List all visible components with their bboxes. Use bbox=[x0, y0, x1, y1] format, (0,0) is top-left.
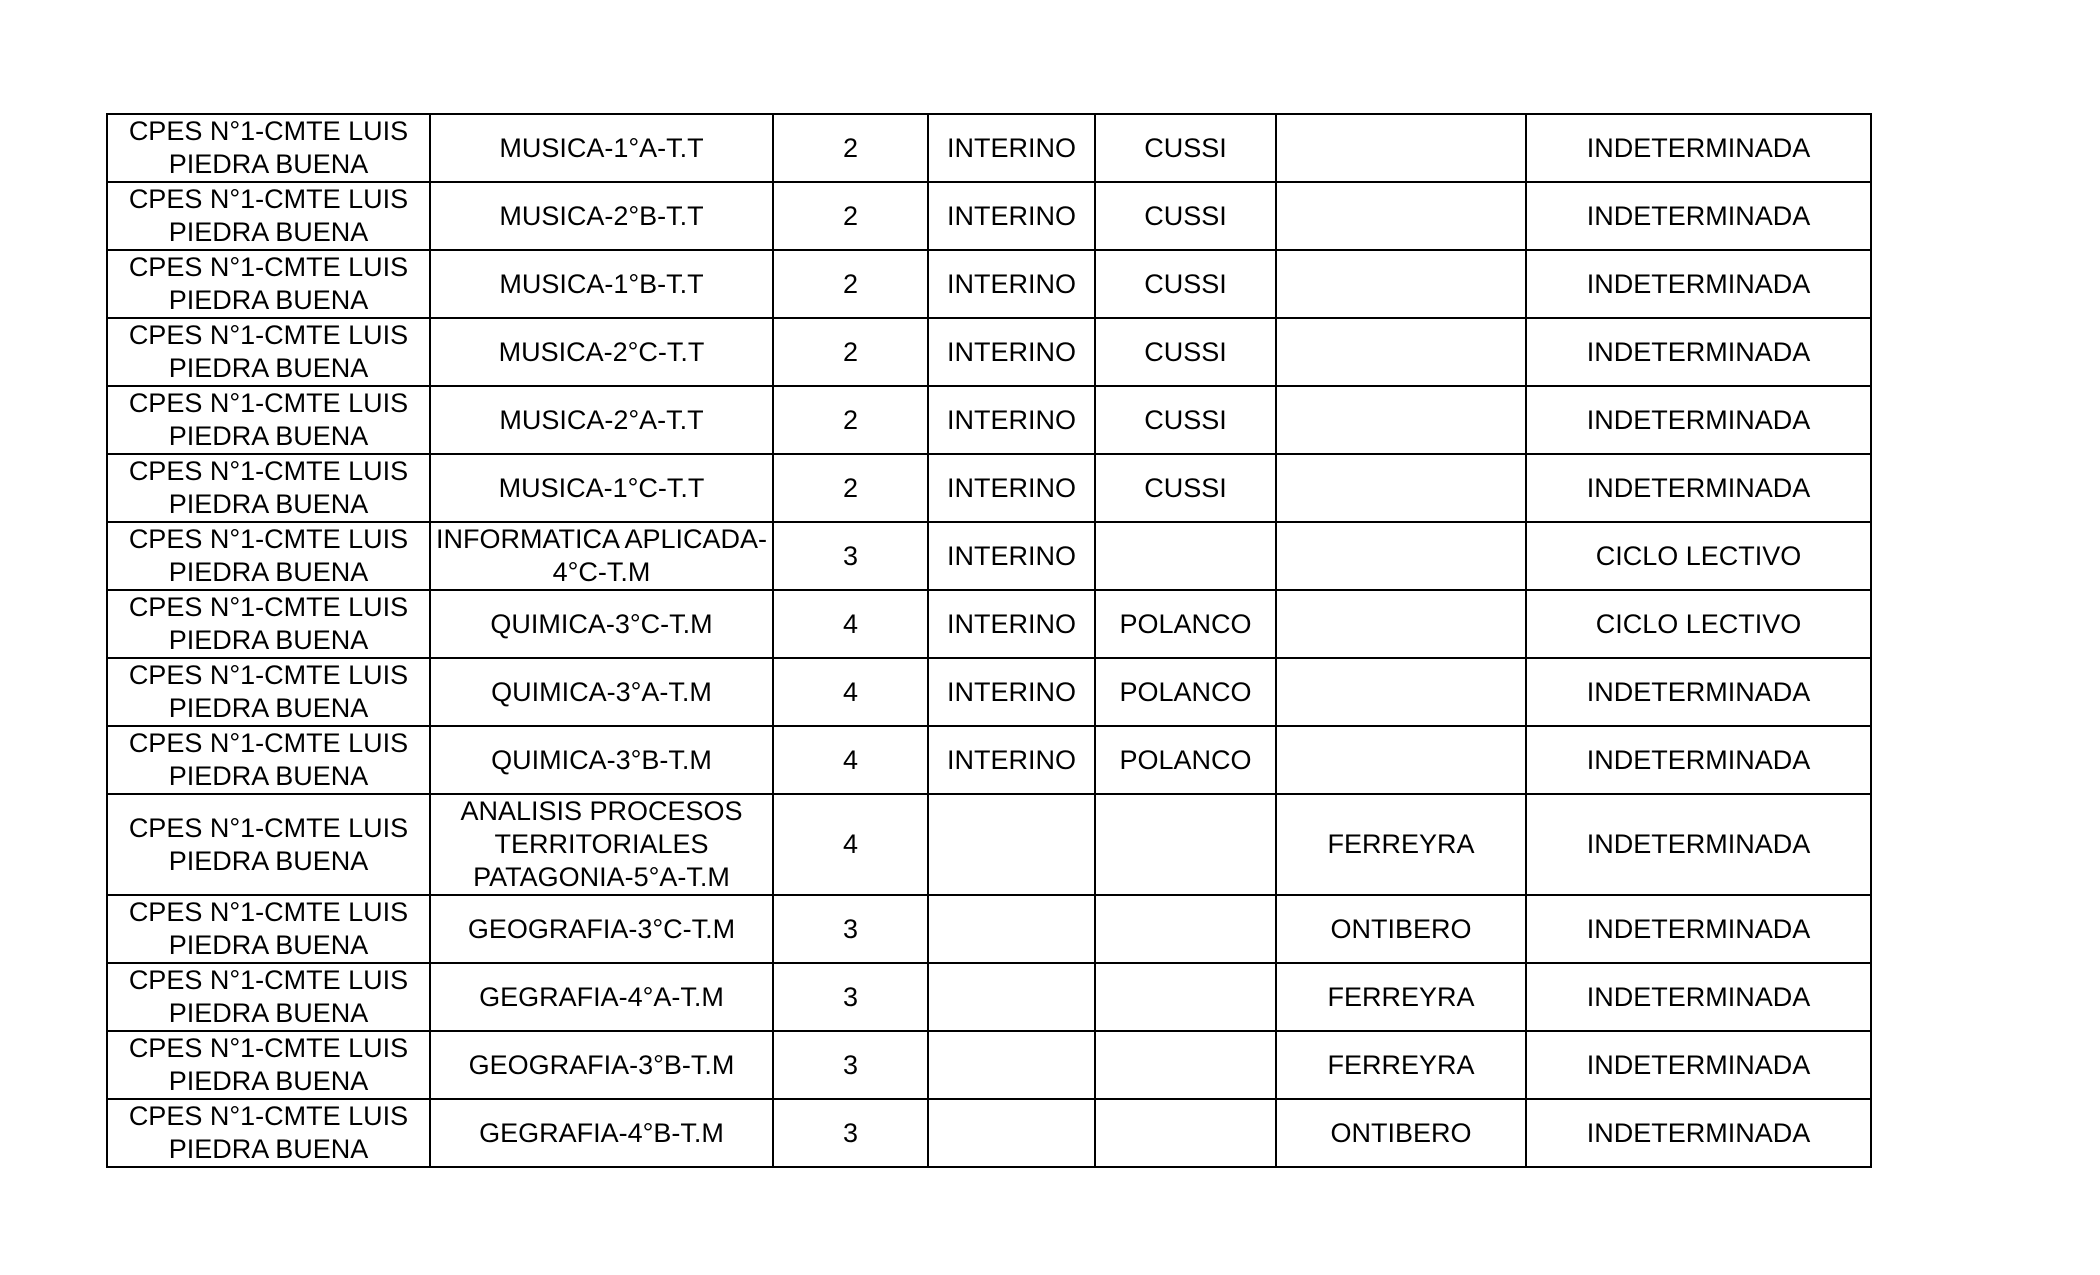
cell-subject-line: MUSICA-1°A-T.T bbox=[499, 132, 704, 163]
cell-subject bbox=[430, 658, 773, 726]
cell-replacement: FERREYRA bbox=[1276, 794, 1526, 895]
cell-status bbox=[928, 1099, 1095, 1167]
cell-duration: INDETERMINADA bbox=[1526, 114, 1871, 182]
cell-school-line: PIEDRA BUENA bbox=[168, 149, 369, 179]
cell-teacher bbox=[1095, 794, 1276, 895]
cell-school-line: PIEDRA BUENA bbox=[168, 217, 369, 247]
cell-replacement bbox=[1276, 114, 1526, 182]
cell-subject-line: GEGRAFIA-4°B-T.M bbox=[479, 1117, 724, 1148]
cell-school-line: CPES N°1-CMTE LUIS bbox=[128, 1101, 409, 1131]
table-row bbox=[107, 794, 1871, 895]
cell-status bbox=[928, 1031, 1095, 1099]
cell-replacement: ONTIBERO bbox=[1276, 895, 1526, 963]
cell-status: INTERINO bbox=[928, 522, 1095, 590]
cell-school-line: PIEDRA BUENA bbox=[168, 930, 369, 960]
cell-teacher: CUSSI bbox=[1095, 454, 1276, 522]
cell-school bbox=[107, 590, 430, 658]
cell-replacement bbox=[1276, 454, 1526, 522]
cell-duration: INDETERMINADA bbox=[1526, 963, 1871, 1031]
cell-subject bbox=[430, 522, 773, 590]
cell-duration: INDETERMINADA bbox=[1526, 1099, 1871, 1167]
cell-school-line: CPES N°1-CMTE LUIS bbox=[128, 388, 409, 418]
cell-teacher: CUSSI bbox=[1095, 250, 1276, 318]
cell-school-line: PIEDRA BUENA bbox=[168, 693, 369, 723]
cell-status: INTERINO bbox=[928, 658, 1095, 726]
cell-replacement bbox=[1276, 182, 1526, 250]
cell-replacement bbox=[1276, 522, 1526, 590]
cell-teacher bbox=[1095, 895, 1276, 963]
table-row bbox=[107, 522, 1871, 590]
cell-subject bbox=[430, 963, 773, 1031]
cell-school-line: PIEDRA BUENA bbox=[168, 1066, 369, 1096]
cell-status: INTERINO bbox=[928, 182, 1095, 250]
cell-school-line: CPES N°1-CMTE LUIS bbox=[128, 728, 409, 758]
cell-teacher: CUSSI bbox=[1095, 182, 1276, 250]
cell-teacher bbox=[1095, 963, 1276, 1031]
cell-subject-line: GEGRAFIA-4°A-T.M bbox=[479, 981, 724, 1012]
cell-school bbox=[107, 250, 430, 318]
cell-hours: 2 bbox=[773, 250, 928, 318]
cell-school bbox=[107, 182, 430, 250]
cell-school-line: PIEDRA BUENA bbox=[168, 489, 369, 519]
cell-status: INTERINO bbox=[928, 726, 1095, 794]
cell-teacher: POLANCO bbox=[1095, 658, 1276, 726]
cell-status bbox=[928, 895, 1095, 963]
cell-teacher: CUSSI bbox=[1095, 318, 1276, 386]
cell-replacement bbox=[1276, 726, 1526, 794]
table-row bbox=[107, 114, 1871, 182]
cell-replacement: ONTIBERO bbox=[1276, 1099, 1526, 1167]
cell-school bbox=[107, 386, 430, 454]
cell-subject-line: GEOGRAFIA-3°C-T.M bbox=[467, 913, 736, 944]
cell-school bbox=[107, 114, 430, 182]
cell-subject-line: MUSICA-2°B-T.T bbox=[499, 200, 704, 231]
cell-status: INTERINO bbox=[928, 114, 1095, 182]
cell-status bbox=[928, 794, 1095, 895]
cell-subject-line: QUIMICA-3°B-T.M bbox=[491, 744, 712, 775]
cell-duration: CICLO LECTIVO bbox=[1526, 522, 1871, 590]
table-row bbox=[107, 590, 1871, 658]
cell-hours: 4 bbox=[773, 658, 928, 726]
cell-school-line: CPES N°1-CMTE LUIS bbox=[128, 252, 409, 282]
cell-status: INTERINO bbox=[928, 386, 1095, 454]
cell-subject bbox=[430, 1031, 773, 1099]
cell-subject-line: MUSICA-1°C-T.T bbox=[498, 472, 705, 503]
cell-school-line: CPES N°1-CMTE LUIS bbox=[128, 592, 409, 622]
cell-subject bbox=[430, 794, 773, 895]
cell-duration: INDETERMINADA bbox=[1526, 318, 1871, 386]
cell-subject bbox=[430, 590, 773, 658]
cell-hours: 4 bbox=[773, 794, 928, 895]
cell-subject-line: MUSICA-2°A-T.T bbox=[499, 404, 704, 435]
cell-school-line: PIEDRA BUENA bbox=[168, 998, 369, 1028]
cell-status bbox=[928, 963, 1095, 1031]
cell-subject bbox=[430, 250, 773, 318]
cell-duration: INDETERMINADA bbox=[1526, 250, 1871, 318]
cell-status: INTERINO bbox=[928, 590, 1095, 658]
cell-hours: 2 bbox=[773, 114, 928, 182]
cell-hours: 3 bbox=[773, 963, 928, 1031]
cell-replacement bbox=[1276, 386, 1526, 454]
cell-subject-line: INFORMATICA APLICADA- bbox=[435, 524, 768, 554]
cell-status: INTERINO bbox=[928, 250, 1095, 318]
cell-replacement: FERREYRA bbox=[1276, 1031, 1526, 1099]
cell-subject-line: QUIMICA-3°C-T.M bbox=[490, 608, 713, 639]
cell-school-line: PIEDRA BUENA bbox=[168, 421, 369, 451]
cell-subject-line: QUIMICA-3°A-T.M bbox=[491, 676, 712, 707]
table-row bbox=[107, 1031, 1871, 1099]
cell-subject bbox=[430, 114, 773, 182]
cell-replacement bbox=[1276, 318, 1526, 386]
table-row bbox=[107, 658, 1871, 726]
cell-school-line: CPES N°1-CMTE LUIS bbox=[128, 897, 409, 927]
cell-school-line: PIEDRA BUENA bbox=[168, 1134, 369, 1164]
cell-subject bbox=[430, 386, 773, 454]
cell-subject-line: MUSICA-2°C-T.T bbox=[498, 336, 705, 367]
cell-duration: INDETERMINADA bbox=[1526, 794, 1871, 895]
table-row bbox=[107, 318, 1871, 386]
cell-school bbox=[107, 1099, 430, 1167]
cell-school-line: CPES N°1-CMTE LUIS bbox=[128, 965, 409, 995]
cell-status: INTERINO bbox=[928, 318, 1095, 386]
cell-replacement bbox=[1276, 590, 1526, 658]
cell-subject bbox=[430, 182, 773, 250]
cell-school bbox=[107, 522, 430, 590]
cell-teacher: POLANCO bbox=[1095, 726, 1276, 794]
cell-hours: 3 bbox=[773, 522, 928, 590]
cell-school bbox=[107, 794, 430, 895]
cell-hours: 3 bbox=[773, 895, 928, 963]
cell-school-line: CPES N°1-CMTE LUIS bbox=[128, 456, 409, 486]
cell-duration: CICLO LECTIVO bbox=[1526, 590, 1871, 658]
cell-replacement bbox=[1276, 658, 1526, 726]
cell-duration: INDETERMINADA bbox=[1526, 1031, 1871, 1099]
table-row bbox=[107, 454, 1871, 522]
cell-school bbox=[107, 454, 430, 522]
cell-subject-line: TERRITORIALES bbox=[494, 829, 709, 859]
table-row bbox=[107, 250, 1871, 318]
cell-school bbox=[107, 318, 430, 386]
cell-teacher bbox=[1095, 1099, 1276, 1167]
cell-school-line: CPES N°1-CMTE LUIS bbox=[128, 660, 409, 690]
cell-subject-line: MUSICA-1°B-T.T bbox=[499, 268, 704, 299]
cell-school-line: PIEDRA BUENA bbox=[168, 285, 369, 315]
cell-school-line: CPES N°1-CMTE LUIS bbox=[128, 812, 409, 843]
cell-duration: INDETERMINADA bbox=[1526, 726, 1871, 794]
cell-hours: 3 bbox=[773, 1031, 928, 1099]
cell-hours: 2 bbox=[773, 318, 928, 386]
cell-school bbox=[107, 658, 430, 726]
table-row bbox=[107, 726, 1871, 794]
cell-subject-line: ANALISIS PROCESOS bbox=[460, 796, 743, 826]
table-row bbox=[107, 182, 1871, 250]
cell-school-line: PIEDRA BUENA bbox=[168, 353, 369, 383]
cell-subject bbox=[430, 318, 773, 386]
cell-teacher bbox=[1095, 1031, 1276, 1099]
assignments-table bbox=[106, 113, 1872, 1168]
cell-teacher: CUSSI bbox=[1095, 114, 1276, 182]
cell-duration: INDETERMINADA bbox=[1526, 182, 1871, 250]
cell-school-line: PIEDRA BUENA bbox=[168, 625, 369, 655]
cell-subject-line: 4°C-T.M bbox=[552, 557, 651, 587]
cell-subject-line: PATAGONIA-5°A-T.M bbox=[473, 862, 730, 892]
cell-hours: 4 bbox=[773, 590, 928, 658]
table-row bbox=[107, 386, 1871, 454]
cell-duration: INDETERMINADA bbox=[1526, 454, 1871, 522]
cell-replacement: FERREYRA bbox=[1276, 963, 1526, 1031]
cell-teacher: POLANCO bbox=[1095, 590, 1276, 658]
cell-teacher: CUSSI bbox=[1095, 386, 1276, 454]
table-row bbox=[107, 963, 1871, 1031]
cell-teacher bbox=[1095, 522, 1276, 590]
cell-school-line: CPES N°1-CMTE LUIS bbox=[128, 1033, 409, 1063]
cell-hours: 2 bbox=[773, 454, 928, 522]
cell-school-line: PIEDRA BUENA bbox=[168, 557, 369, 587]
cell-replacement bbox=[1276, 250, 1526, 318]
cell-subject bbox=[430, 1099, 773, 1167]
cell-school bbox=[107, 726, 430, 794]
cell-school bbox=[107, 895, 430, 963]
cell-duration: INDETERMINADA bbox=[1526, 658, 1871, 726]
cell-duration: INDETERMINADA bbox=[1526, 386, 1871, 454]
cell-duration: INDETERMINADA bbox=[1526, 895, 1871, 963]
cell-hours: 3 bbox=[773, 1099, 928, 1167]
cell-hours: 2 bbox=[773, 182, 928, 250]
cell-subject bbox=[430, 454, 773, 522]
cell-school-line: CPES N°1-CMTE LUIS bbox=[128, 524, 409, 554]
cell-status: INTERINO bbox=[928, 454, 1095, 522]
cell-hours: 4 bbox=[773, 726, 928, 794]
cell-subject-line: GEOGRAFIA-3°B-T.M bbox=[468, 1049, 735, 1080]
cell-school-line: PIEDRA BUENA bbox=[168, 761, 369, 791]
cell-school-line: CPES N°1-CMTE LUIS bbox=[128, 320, 409, 350]
cell-subject bbox=[430, 726, 773, 794]
cell-school bbox=[107, 963, 430, 1031]
table-row bbox=[107, 1099, 1871, 1167]
table-row bbox=[107, 895, 1871, 963]
table-body bbox=[107, 114, 1871, 1167]
cell-school-line: CPES N°1-CMTE LUIS bbox=[128, 184, 409, 214]
cell-hours: 2 bbox=[773, 386, 928, 454]
cell-school-line: PIEDRA BUENA bbox=[168, 845, 369, 876]
cell-subject bbox=[430, 895, 773, 963]
cell-school-line: CPES N°1-CMTE LUIS bbox=[128, 116, 409, 146]
cell-school bbox=[107, 1031, 430, 1099]
